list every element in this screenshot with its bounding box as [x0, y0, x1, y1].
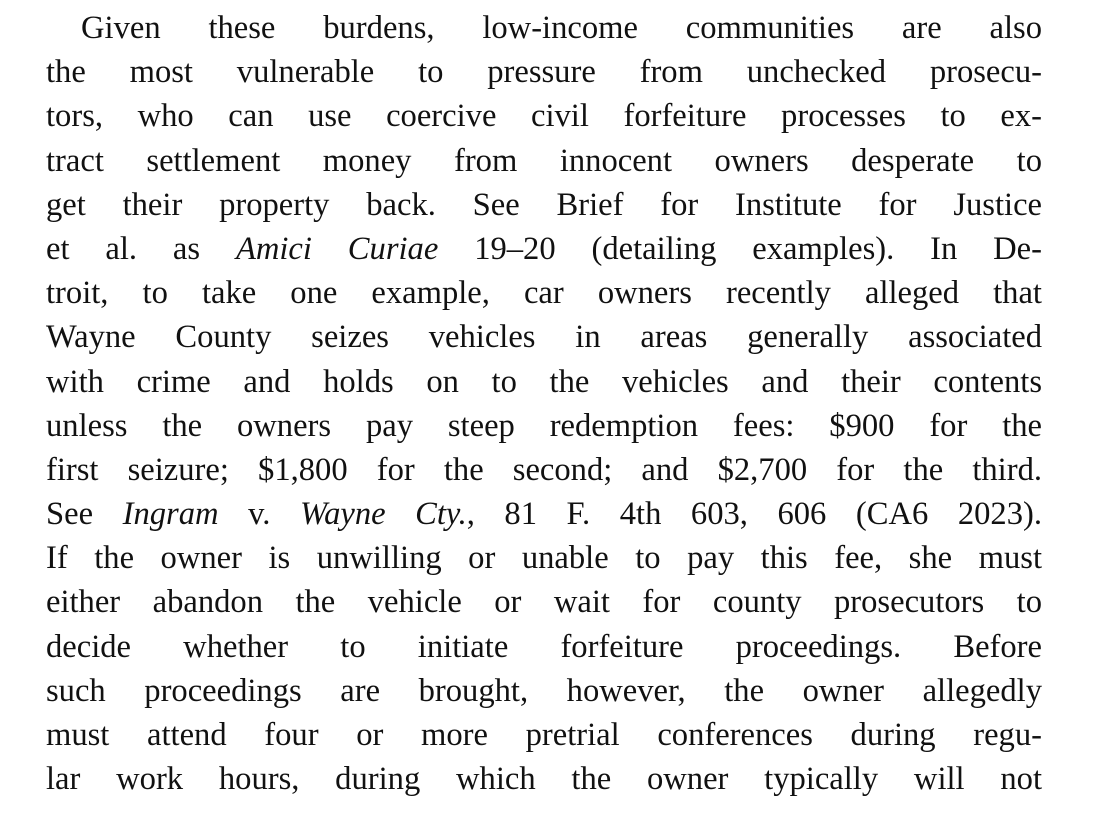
text-line: [46, 271, 1042, 315]
text-line: [46, 360, 1042, 404]
text-line: [46, 6, 1042, 50]
text-line: [46, 757, 1042, 801]
text-run: tors, who can use coercive civil forfeiture processes to ex-: [46, 98, 1042, 135]
text-run: , 81 F. 4th 603, 606 (CA6 2023).: [466, 496, 1042, 533]
italic-citation: Wayne Cty.: [299, 496, 467, 533]
text-run: such proceedings are brought, however, the owner allegedly: [46, 672, 1042, 709]
text-line: [46, 580, 1042, 624]
text-run: first seizure; $1,800 for the second; and $2,700 for the third.: [46, 451, 1042, 488]
italic-citation: Ingram: [122, 496, 219, 533]
text-run: If the owner is unwilling or unable to pay this fee, she must: [46, 540, 1042, 577]
text-line: [46, 536, 1042, 580]
text-run: v.: [218, 496, 300, 533]
italic-citation: Amici Curiae: [235, 230, 439, 267]
text-line: [46, 139, 1042, 183]
text-run: See: [46, 496, 123, 533]
text-line: [46, 404, 1042, 448]
body-paragraph: [46, 6, 1042, 801]
text-line: [46, 625, 1042, 669]
text-run: unless the owners pay steep redemption fees: $900 for the: [46, 407, 1042, 444]
text-line: [46, 713, 1042, 757]
text-line: [46, 448, 1042, 492]
text-run: either abandon the vehicle or wait for county prosecutors to: [46, 584, 1042, 621]
text-run: with crime and holds on to the vehicles and their contents: [46, 363, 1042, 400]
text-line: [46, 94, 1042, 138]
text-run: et al. as: [46, 230, 236, 267]
text-line: [46, 227, 1042, 271]
text-line: [46, 183, 1042, 227]
text-line: [46, 492, 1042, 536]
text-run: tract settlement money from innocent owners desperate to: [46, 142, 1042, 179]
text-line: [46, 50, 1042, 94]
text-run: 19–20 (detailing examples). In De-: [438, 230, 1042, 267]
text-line: [46, 669, 1042, 713]
text-run: decide whether to initiate forfeiture proceedings. Before: [46, 628, 1042, 665]
document-page: [46, 6, 1042, 801]
text-run: Wayne County seizes vehicles in areas generally associated: [46, 319, 1042, 356]
text-line: [46, 315, 1042, 359]
text-run: get their property back. See Brief for Institute for Justice: [46, 186, 1042, 223]
text-run: must attend four or more pretrial conferences during regu-: [46, 717, 1042, 753]
text-run: lar work hours, during which the owner typically will not: [46, 761, 1042, 798]
text-run: troit, to take one example, car owners recently alleged that: [46, 275, 1042, 312]
text-run: the most vulnerable to pressure from unchecked prosecu-: [46, 54, 1042, 91]
text-run: Given these burdens, low-income communities are also: [81, 10, 1042, 46]
